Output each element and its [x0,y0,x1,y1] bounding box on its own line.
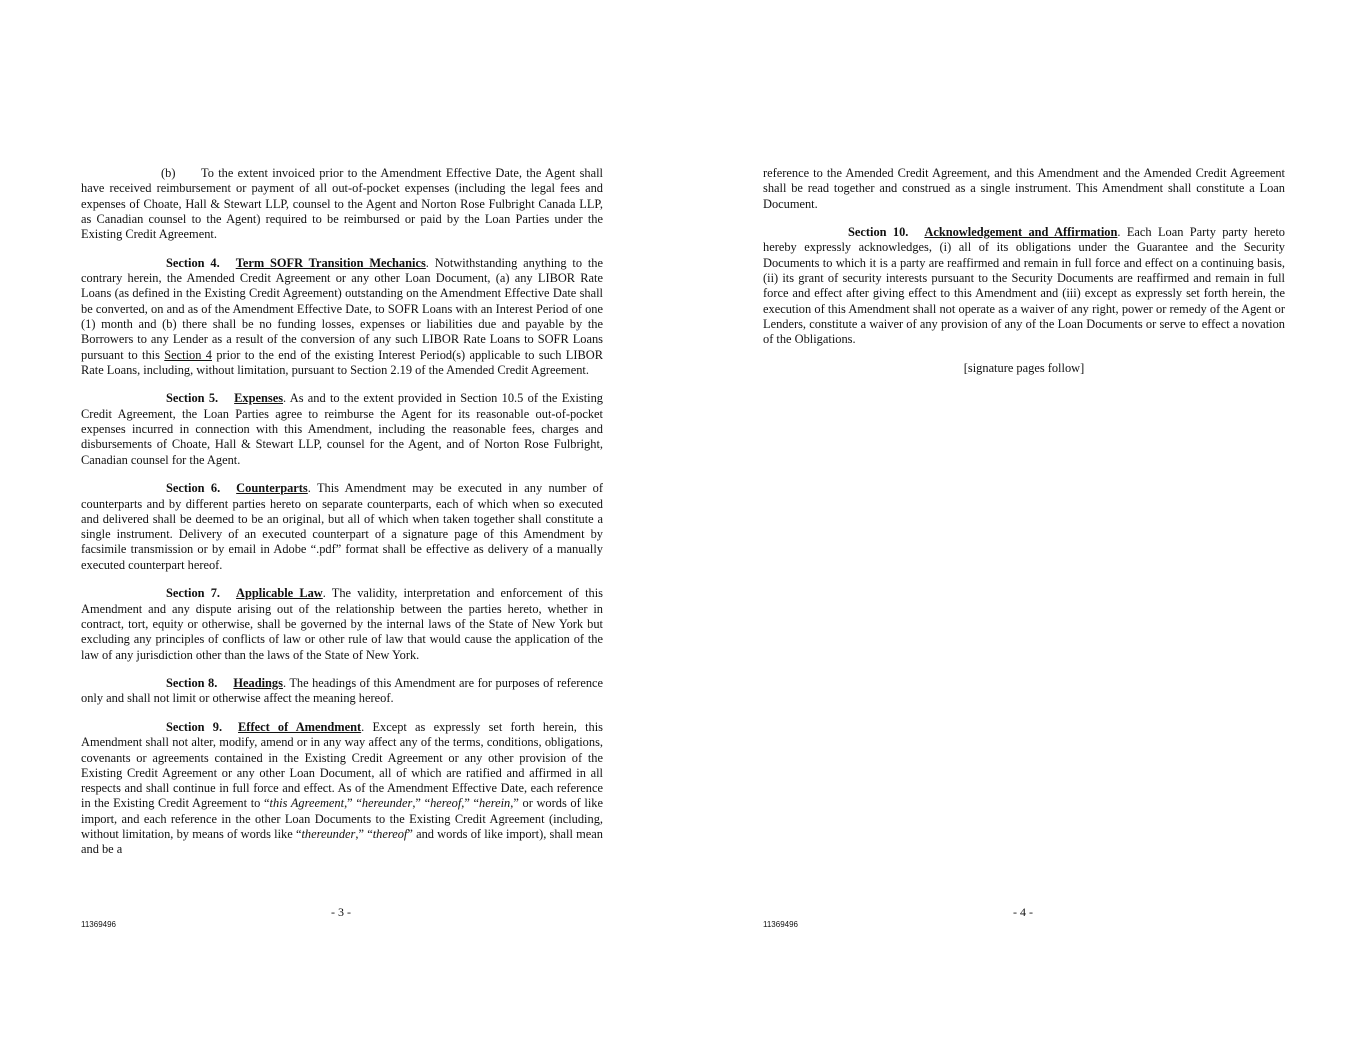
section-10 [763,225,1285,347]
section-7 [81,586,603,662]
section-9-text-4: ,” “ [461,796,480,811]
section-9-text-1: . Except as expressly set forth herein, this Amendment shall not alter, modify, amend or in any way affect any of the terms, conditions, obligations, covenants or agreements contained in the Existing Credit Agreement or any other provision of the Existing Credit Agreement or any other Loan Document, all of which are ratified and affirmed in all respects and shall continue in full force and effect. As of the Amendment Effective Date, each reference in the Existing Credit Agreement to “ [81,719,604,811]
section-6-heading: Counterparts [236,481,308,496]
section-5-number: Section 5. [166,391,219,406]
section-5-heading: Expenses [234,391,284,406]
section-8-number: Section 8. [166,676,218,691]
section-8 [81,676,603,707]
page-3-number: - 3 - [331,905,351,919]
section-4-cross-reference: Section 4 [164,347,212,362]
section-4-number: Section 4. [166,255,220,270]
signature-pages-note: [signature pages follow] [963,360,1085,375]
section-9-continuation: reference to the Amended Credit Agreement, and this Amendment and the Amended Credit Agreement shall be read together and construed as a single instrument. This Amendment shall constitute a Loan Document. [763,166,1285,211]
section-9-text-3: ,” “ [412,796,431,811]
page-3-body [81,166,603,871]
section-9-term-thereunder: thereunder [301,827,356,842]
section-9-term-this-agreement: this Agreement [269,796,345,811]
section-4-text-a: . Notwithstanding anything to the contrary herein, the Amended Credit Agreement or any other Loan Document, (a) any LIBOR Rate Loans (as defined in the Existing Credit Agreement) outstanding on the Amendment Effective Date shall be converted, on and as of the Amendment Effective Date, to SOFR Loans with an Interest Period of one (1) month and (b) there shall be no funding losses, expenses or liabilities due and payable by the Borrowers to any Lender as a result of the conversion of any such LIBOR Rate Loans to SOFR Loans pursuant to this [81,255,603,362]
page-4 [682,0,1364,1055]
section-9-text-5: ,” or words of like import, and each reference in the other Loan Documents to the Existing Credit Agreement (including, without limitation, by means of words like “ [81,796,603,842]
section-10-number: Section 10. [848,225,909,240]
page-3 [0,0,682,1055]
section-9-text-7: ” and words of like import), shall mean and be a [81,827,603,857]
section-9 [81,720,603,858]
section-6-text: . This Amendment may be executed in any number of counterparts and by different parties hereto on separate counterparts, each of which when so executed and delivered shall be deemed to be an original, but all of which when taken together shall constitute a single instrument. Delivery of an executed counterpart of a signature page of this Amendment by facsimile transmission or by email in Adobe “.pdf” format shall be effective as delivery of a manually executed counterpart hereof. [81,481,603,572]
section-10-heading: Acknowledgement and Affirmation [924,225,1118,240]
section-4 [81,256,603,378]
section-6 [81,481,603,573]
paragraph-b-label: (b) [161,166,176,180]
section-9-text-6: ,” “ [355,827,373,842]
page-3-doc-id: 11369496 [81,920,116,929]
section-9-text-2: ,” “ [344,796,362,811]
section-9-term-herein: herein [479,796,511,811]
page-4-number: - 4 - [1013,905,1033,919]
section-4-text-b: prior to the end of the existing Interest Period(s) applicable to such LIBOR Rate Loans, including, without limitation, pursuant to Section 2.19 of the Amended Credit Agreement. [81,347,603,377]
section-8-heading: Headings [233,676,283,691]
section-8-text: . The headings of this Amendment are for purposes of reference only and shall not limit or otherwise affect the meaning hereof. [81,676,604,706]
section-9-heading: Effect of Amendment [238,719,362,734]
section-5-text: . As and to the extent provided in Section 10.5 of the Existing Credit Agreement, the Loan Parties agree to reimburse the Agent for its reasonable out-of-pocket expenses incurred in connection with this Amendment, including the reasonable fees, charges and disbursements of Choate, Hall & Stewart LLP, counsel for the Agent, and of Norton Rose Fulbright, Canadian counsel for the Agent. [81,391,604,467]
section-9-term-thereof: thereof [372,827,408,842]
section-10-text: . Each Loan Party party hereto hereby expressly acknowledges, (i) all of its obligations under the Guarantee and the Security Documents to which it is a party are reaffirmed and remain in full force and effect on a continuing basis, (ii) its grant of security interests pursuant to the Security Documents are reaffirmed and remain in full force and effect after giving effect to this Amendment and (iii) except as expressly set forth herein, the execution of this Amendment shall not operate as a waiver of any right, power or remedy of the Agent or Lenders, constitute a waiver of any provision of any of the Loan Documents or serve to effect a novation of the Obligations. [763,225,1285,347]
page-4-body [763,166,1285,389]
section-7-text: . The validity, interpretation and enforcement of this Amendment and any dispute arising out of the relationship between the parties hereto, whether in contract, tort, equity or otherwise, shall be governed by the internal laws of the State of New York but excluding any principles of conflicts of law or other rule of law that would cause the application of the law of any jurisdiction other than the laws of the State of New York. [81,586,604,662]
section-4-heading: Term SOFR Transition Mechanics [235,255,426,270]
page-4-doc-id: 11369496 [763,920,798,929]
section-6-number: Section 6. [166,481,221,496]
paragraph-b-text: To the extent invoiced prior to the Amendment Effective Date, the Agent shall have received reimbursement or payment of all out-of-pocket expenses (including the legal fees and expenses of Choate, Hall & Stewart LLP, counsel to the Agent and Norton Rose Fulbright Canada LLP, as Canadian counsel to the Agent) required to be reimbursed or paid by the Loan Parties under the Existing Credit Agreement. [81,166,603,242]
section-7-heading: Applicable Law [236,586,323,601]
section-9-number: Section 9. [166,719,223,734]
section-7-number: Section 7. [166,586,221,601]
section-9-term-hereunder: hereunder [361,796,413,811]
section-5 [81,391,603,467]
section-9-term-hereof: hereof [430,796,462,811]
paragraph-b [81,166,603,242]
